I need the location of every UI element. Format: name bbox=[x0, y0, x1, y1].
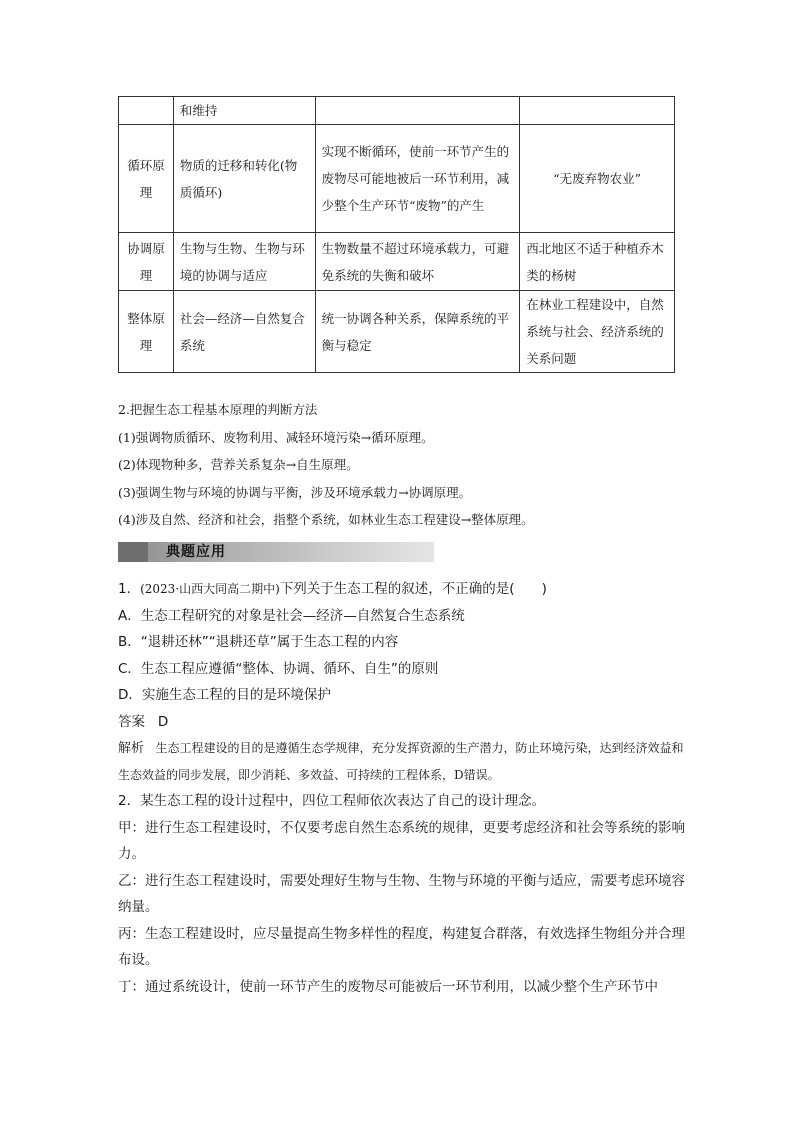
section-title: 2.把握生态工程基本原理的判断方法 bbox=[118, 402, 318, 417]
principle-explain-cell: 生物数量不超过环境承载力，可避免系统的失衡和破坏 bbox=[315, 233, 520, 291]
answer-line bbox=[118, 709, 688, 736]
question-number: 1． bbox=[118, 581, 141, 597]
table-row bbox=[119, 97, 675, 125]
principle-name-cell: 整体原理 bbox=[119, 291, 174, 373]
principle-example-cell: 在林业工程建设中，自然系统与社会、经济系统的关系问题 bbox=[520, 291, 675, 373]
principle-example-cell: 西北地区不适于种植乔木类的杨树 bbox=[520, 233, 675, 291]
question-2-stem: 2．某生态工程的设计过程中，四位工程师依次表达了自己的设计理念。 bbox=[118, 793, 546, 809]
principle-concept-cell: 社会—经济—自然复合系统 bbox=[173, 291, 315, 373]
principles-table bbox=[118, 96, 675, 373]
principle-concept-cell: 和维持 bbox=[173, 97, 315, 125]
banner-stripe bbox=[118, 542, 148, 562]
questions-block bbox=[118, 576, 688, 1000]
table-row bbox=[119, 125, 675, 233]
principle-explain-cell: 实现不断循环，使前一环节产生的废物尽可能地被后一环节利用，减少整个生产环节“废物”的产生 bbox=[315, 125, 520, 233]
explanation bbox=[118, 735, 688, 788]
method-item: (1)强调物质循环、废物利用、减轻环境污染→循环原理。 bbox=[118, 429, 434, 445]
section-banner bbox=[118, 542, 434, 562]
option-d: D．实施生态工程的目的是环境保护 bbox=[118, 687, 331, 703]
question-text: 下列关于生态工程的叙述，不正确的是( ) bbox=[279, 581, 547, 597]
method-item: (2)体现物种多，营养关系复杂→自生原理。 bbox=[118, 457, 359, 472]
engineer-statement: 甲：进行生态工程建设时，不仅要考虑自然生态系统的规律，更要考虑经济和社会等系统的影响力。 bbox=[118, 819, 685, 862]
principle-explain-cell: 统一协调各种关系，保障系统的平衡与稳定 bbox=[315, 291, 520, 373]
table-row bbox=[119, 233, 675, 291]
principle-name-cell: 协调原理 bbox=[119, 233, 174, 291]
engineer-statement: 丁：通过系统设计，使前一环节产生的废物尽可能被后一环节利用，以减少整个生产环节中 bbox=[118, 978, 658, 995]
principle-concept-cell: 物质的迁移和转化(物质循环) bbox=[173, 125, 315, 233]
answer-label: 答案 bbox=[118, 713, 145, 730]
option-c: C．生态工程应遵循“整体、协调、循环、自生”的原则 bbox=[118, 660, 439, 677]
option-a: A．生态工程研究的对象是社会—经济—自然复合生态系统 bbox=[118, 607, 465, 624]
engineer-statement: 丙：生态工程建设时，应尽量提高生物多样性的程度，构建复合群落，有效选择生物组分并合理布设。 bbox=[118, 925, 685, 968]
explanation-text: 生态工程建设的目的是遵循生态学规律，充分发挥资源的生产潜力，防止环境污染，达到经济效益和生态效益的同步发展，即少消耗、多效益、可持续的工程体系，D错误。 bbox=[118, 741, 684, 782]
question-source: (2023·山西大同高二期中) bbox=[140, 582, 280, 596]
engineer-statement: 乙：进行生态工程建设时，需要处理好生物与生物、生物与环境的平衡与适应，需要考虑环境容纳量。 bbox=[118, 872, 685, 915]
explanation-label: 解析 bbox=[118, 741, 145, 756]
principle-concept-cell: 生物与生物、生物与环境的协调与适应 bbox=[173, 233, 315, 291]
principle-example-cell: “无废弃物农业” bbox=[520, 125, 675, 233]
question-1-stem bbox=[118, 576, 688, 603]
principle-example-cell bbox=[520, 97, 675, 125]
principle-name-cell: 循环原理 bbox=[119, 125, 174, 233]
principle-name-cell bbox=[119, 97, 174, 125]
table-row bbox=[119, 291, 675, 373]
option-b: B．“退耕还林”“退耕还草”属于生态工程的内容 bbox=[118, 634, 399, 650]
method-item: (4)涉及自然、经济和社会，指整个系统，如林业生态工程建设→整体原理。 bbox=[118, 512, 534, 527]
banner-label: 典题应用 bbox=[166, 544, 226, 560]
method-item: (3)强调生物与环境的协调与平衡，涉及环境承载力→协调原理。 bbox=[118, 484, 472, 500]
principle-explain-cell bbox=[315, 97, 520, 125]
answer-value: D bbox=[157, 713, 169, 730]
judgment-method-section bbox=[118, 396, 698, 534]
